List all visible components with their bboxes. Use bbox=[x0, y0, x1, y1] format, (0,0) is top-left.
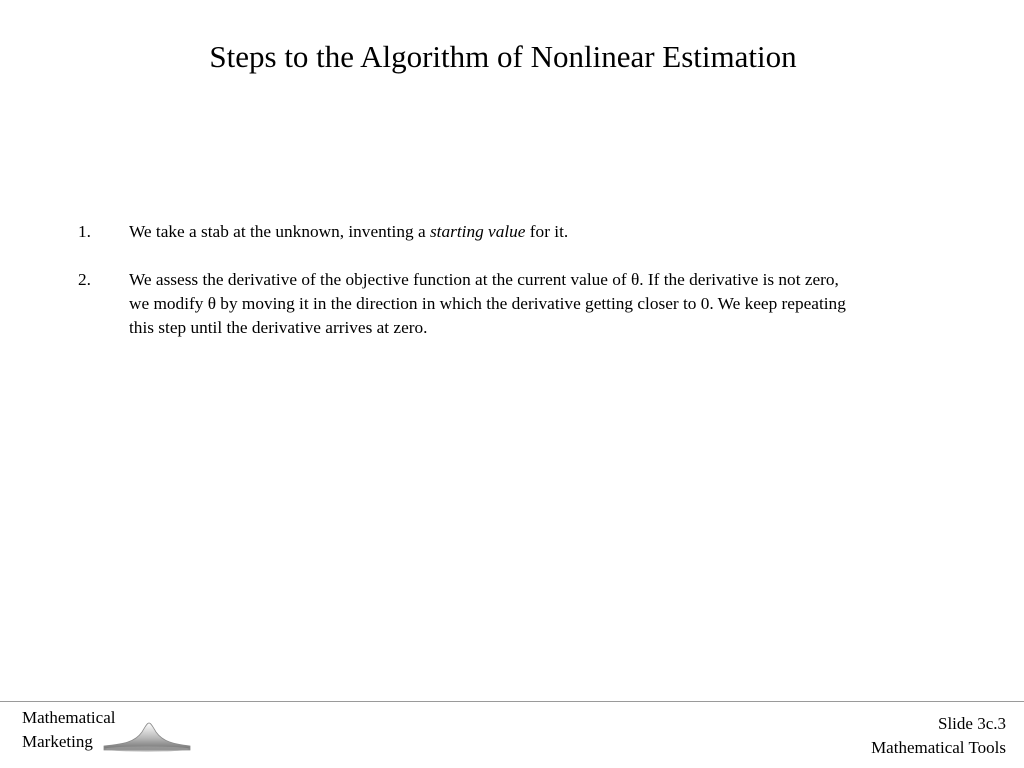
step-number: 1. bbox=[78, 222, 91, 241]
list-item bbox=[78, 220, 858, 244]
logo-text-line-1: Mathematical bbox=[22, 708, 116, 727]
step-text: We assess the derivative of the objective function at the current value of θ. If the derivative is not zero, we modify θ by moving it in the direction in which the derivative getting closer to 0. We keep repeating this step until the derivative arrives at zero. bbox=[129, 270, 846, 337]
footer-slide-info bbox=[871, 712, 1006, 760]
footer-logo bbox=[22, 707, 172, 757]
list-item bbox=[78, 268, 858, 340]
slide-number: Slide 3c.3 bbox=[938, 714, 1006, 733]
step-number: 2. bbox=[78, 270, 91, 289]
logo-text-line-2: Marketing bbox=[22, 732, 93, 751]
step-text-emphasis: starting value bbox=[429, 222, 526, 241]
section-name: Mathematical Tools bbox=[871, 738, 1006, 757]
slide-title: Steps to the Algorithm of Nonlinear Estimation bbox=[209, 39, 797, 74]
step-text-start: We take a stab at the unknown, inventing a bbox=[129, 222, 430, 241]
normal-curve-icon bbox=[102, 719, 192, 755]
steps-list bbox=[78, 220, 858, 364]
step-text bbox=[129, 220, 858, 244]
footer-divider bbox=[0, 701, 1024, 702]
step-text-end: for it. bbox=[525, 222, 569, 241]
